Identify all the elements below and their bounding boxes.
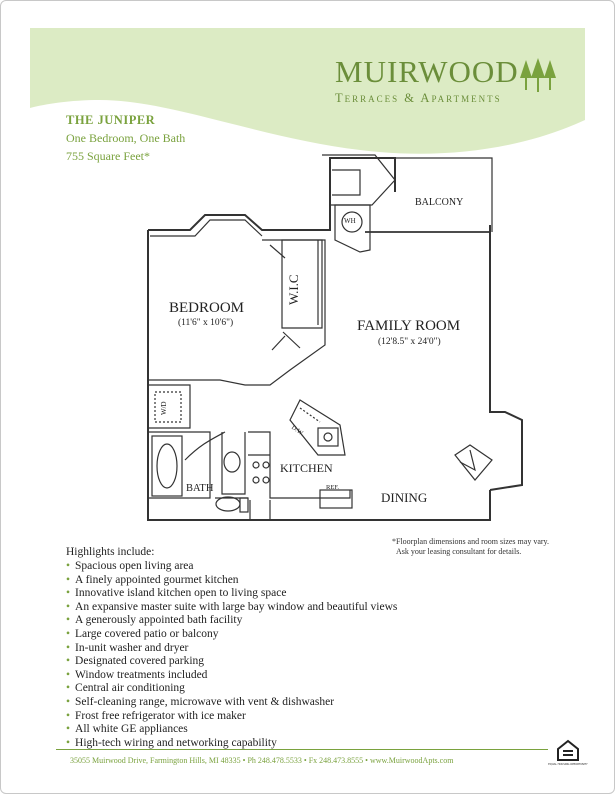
list-item: • Large covered patio or balcony bbox=[66, 627, 219, 640]
list-item: • All white GE appliances bbox=[66, 723, 188, 736]
washer-dryer-label: W/D bbox=[160, 401, 168, 415]
list-item: • A finely appointed gourmet kitchen bbox=[66, 573, 239, 586]
family-room-label: FAMILY ROOM bbox=[357, 318, 461, 334]
list-item: • High-tech wiring and networking capability bbox=[66, 736, 277, 749]
bedroom-dims: (11'6" x 10'6") bbox=[178, 318, 234, 328]
dining-label: DINING bbox=[381, 490, 428, 505]
bullet-icon: • bbox=[66, 560, 71, 572]
bullet-icon: • bbox=[66, 600, 71, 613]
list-item: • In-unit washer and dryer bbox=[66, 641, 189, 654]
footer-address: 35055 Muirwood Drive, Farmington Hills, MI 48335 • Ph 248.478.5533 • Fx 248.473.8555 • www.MuirwoodApts.com bbox=[70, 756, 454, 765]
list-item: • Innovative island kitchen open to living space bbox=[66, 587, 287, 600]
note-line-1: *Floorplan dimensions and room sizes may vary. bbox=[392, 537, 550, 546]
balcony-label: BALCONY bbox=[415, 197, 464, 208]
bullet-icon: • bbox=[66, 682, 71, 695]
list-item: • A generously appointed bath facility bbox=[66, 614, 243, 627]
bullet-icon: • bbox=[66, 709, 71, 722]
highlights-title: Highlights include: bbox=[66, 546, 155, 558]
list-item: • Self-cleaning range, microwave with vent & dishwasher bbox=[66, 695, 335, 708]
refrigerator-label: REF. bbox=[326, 484, 340, 491]
highlights bbox=[66, 546, 397, 750]
list-item: • Designated covered parking bbox=[66, 655, 205, 668]
family-room-dims: (12'8.5" x 24'0") bbox=[378, 337, 441, 347]
bedroom-label: BEDROOM bbox=[169, 300, 245, 316]
brand-subtitle: Terraces & Apartments bbox=[335, 91, 502, 105]
bullet-icon: • bbox=[66, 736, 71, 749]
unit-name: THE JUNIPER bbox=[66, 113, 156, 127]
list-item: • Central air conditioning bbox=[66, 682, 185, 695]
brand-name: MUIRWOOD bbox=[335, 54, 519, 89]
list-item: • Frost free refrigerator with ice maker bbox=[66, 709, 246, 722]
note-line-2: Ask your leasing consultant for details. bbox=[396, 547, 522, 556]
bullet-icon: • bbox=[66, 573, 71, 586]
bullet-icon: • bbox=[66, 627, 71, 640]
bullet-icon: • bbox=[66, 614, 71, 627]
list-item: • An expansive master suite with large bay window and beautiful views bbox=[66, 600, 398, 613]
unit-layout: One Bedroom, One Bath bbox=[66, 131, 186, 145]
bullet-icon: • bbox=[66, 723, 71, 736]
list-item: • Window treatments included bbox=[66, 668, 208, 681]
dishwasher-label: D.W. bbox=[289, 424, 306, 438]
water-heater-label: WH bbox=[344, 217, 356, 225]
bullet-icon: • bbox=[66, 641, 71, 654]
equal-housing-label: EQUAL HOUSING OPPORTUNITY bbox=[548, 763, 588, 766]
floorplan-note bbox=[392, 537, 549, 557]
bath-label: BATH bbox=[186, 483, 214, 494]
highlights-list bbox=[66, 560, 397, 750]
unit-size: 755 Square Feet* bbox=[66, 149, 150, 163]
bullet-icon: • bbox=[66, 668, 71, 681]
equal-housing-icon bbox=[548, 738, 588, 768]
kitchen-label: KITCHEN bbox=[280, 461, 333, 475]
bullet-icon: • bbox=[66, 587, 71, 600]
walk-in-closet-label: W.I.C bbox=[286, 274, 301, 305]
bullet-icon: • bbox=[66, 695, 71, 708]
list-item: • Spacious open living area bbox=[66, 560, 194, 572]
footer-divider bbox=[56, 749, 548, 750]
bullet-icon: • bbox=[66, 655, 71, 668]
